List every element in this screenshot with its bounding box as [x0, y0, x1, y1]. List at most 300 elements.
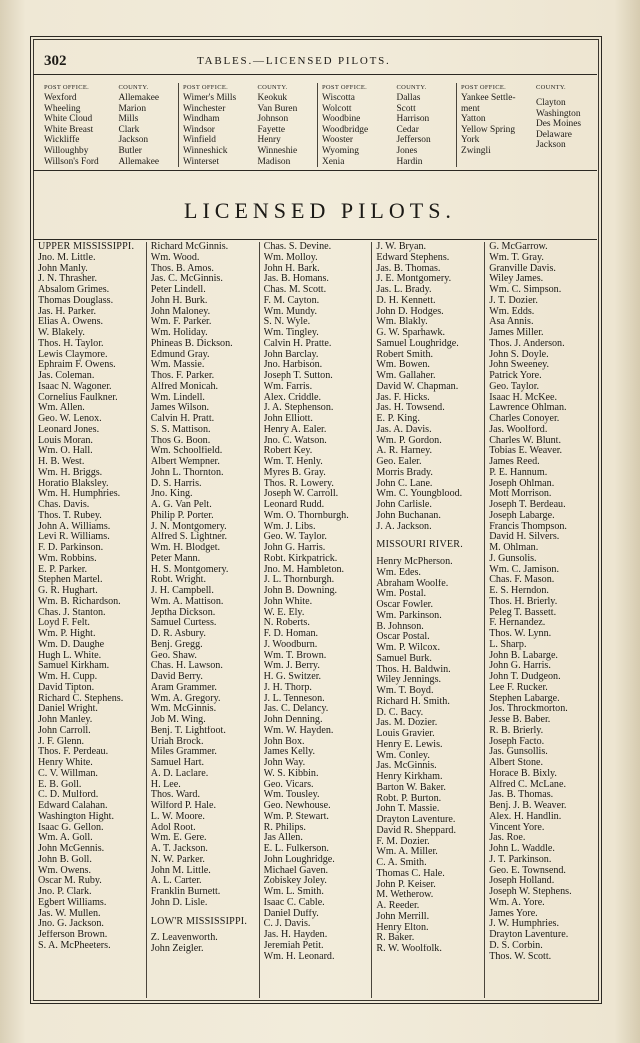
- pilot-name: Wm. Tousley.: [263, 790, 320, 801]
- post-office-name: Windsor: [183, 124, 215, 135]
- pilot-name: Jas. Gunsollis.: [489, 747, 548, 758]
- pilot-name: G. R. Hughart.: [38, 586, 98, 596]
- pilot-name: G. McGarrow.: [489, 242, 548, 252]
- post-office-name: Yellow Spring: [461, 124, 516, 135]
- pilot-name: Wm. L. Smith.: [263, 887, 324, 897]
- pilot-name: Miles Grammer.: [150, 747, 217, 758]
- pilot-name: A. R. Harney.: [376, 446, 433, 457]
- pilot-name: Hugh L. White.: [38, 650, 102, 661]
- county-name: Butler: [118, 145, 142, 156]
- post-office-name: Winfield: [183, 135, 216, 146]
- pilot-name: Thos. T. Rubey.: [38, 510, 102, 521]
- county-heading: COUNTY.: [257, 84, 288, 91]
- pilot-name: Ephraim F. Owens.: [38, 360, 116, 371]
- pilot-name: John Buchanan.: [376, 510, 441, 521]
- pilot-name: Wm. A. Yore.: [489, 897, 545, 908]
- pilot-name: Jeremiah Petit.: [263, 940, 324, 951]
- pilot-name: Thos. H. Brierly.: [489, 596, 558, 607]
- pilot-name: Jas. Woolford.: [489, 424, 548, 435]
- pilot-name: Jno. M. Little.: [38, 252, 96, 263]
- pilot-name: F. Hernandez.: [489, 618, 546, 629]
- pilot-name: Oscar Postal.: [376, 632, 430, 643]
- pilot-name: Samuel Kirkham.: [38, 661, 110, 672]
- pilot-name: John Sweeney.: [489, 360, 550, 371]
- pilot-name: J. Woodburn.: [263, 639, 318, 650]
- county-name: Madison: [257, 156, 291, 167]
- pilot-name: Cornelius Faulkner.: [38, 392, 118, 403]
- pilot-name: C. V. Willman.: [38, 768, 98, 779]
- pilot-name: Asa Annis.: [489, 317, 534, 328]
- pilot-name: Wm. Robbins.: [38, 553, 97, 564]
- pilot-name: Louis Moran.: [38, 435, 93, 446]
- pilot-name: Wm. Owens.: [38, 865, 91, 876]
- pilot-name: Jas. Coleman.: [38, 371, 95, 381]
- county-name: Cedar: [396, 124, 419, 135]
- pilot-name: Uriah Brock.: [150, 736, 204, 747]
- pilot-name: Chas. H. Lawson.: [150, 661, 223, 672]
- pilot-name: F. M. Dozier.: [376, 836, 430, 847]
- pilot-name: C. A. Smith.: [376, 858, 427, 868]
- pilot-column: [147, 242, 260, 998]
- pilot-name: Wm. McGinnis.: [150, 704, 217, 715]
- pilot-name: W. Blakely.: [38, 328, 85, 338]
- pilot-name: Wm. P. Hight.: [38, 629, 96, 639]
- pilot-column: [260, 242, 373, 998]
- pilot-name: Jas Allen.: [263, 833, 303, 844]
- post-office-group: [179, 83, 318, 167]
- pilot-name: John D. Lisle.: [150, 897, 208, 908]
- pilot-name: Horace B. Bixly.: [489, 768, 557, 779]
- county-name: Clark: [118, 124, 140, 135]
- pilot-name: Charles W. Blunt.: [489, 435, 561, 446]
- pilot-name: Wm. A. Gregory.: [150, 693, 221, 704]
- pilot-name: Vincent Yore.: [489, 822, 545, 833]
- pilot-name: Benj. J. B. Weaver.: [489, 801, 567, 811]
- pilot-name: D. S. Corbin.: [489, 940, 543, 951]
- pilot-name: Geo. W. Taylor.: [263, 532, 327, 543]
- pilot-name: Wm. P. Gordon.: [376, 435, 442, 446]
- pilot-name: S. S. Mattison.: [150, 424, 211, 435]
- pilot-name: F. D. Homan.: [263, 629, 319, 639]
- pilot-name: J. A. Jackson.: [376, 521, 432, 532]
- pilot-name: Chas. F. Mason.: [489, 575, 555, 586]
- pilot-name: James Wilson.: [150, 403, 210, 414]
- pilot-name: Isaac C. Cable.: [263, 897, 325, 908]
- pilot-name: John A. Williams.: [38, 521, 111, 532]
- pilot-name: Aram Grammer.: [150, 682, 217, 693]
- pilot-name: Chas. J. Stanton.: [38, 607, 106, 618]
- post-office-column: [179, 83, 257, 167]
- pilot-name: Wm. H. Humphries.: [38, 489, 121, 500]
- post-office-name: Winchester: [183, 103, 226, 114]
- pilot-name: Jas. McGinnis.: [376, 761, 437, 772]
- pilot-name: W. S. Kibbin.: [263, 768, 319, 779]
- post-office-name: Woodbine: [322, 114, 361, 125]
- pilot-name: Jas. L. Brady.: [376, 285, 432, 295]
- county-name: Jackson: [118, 135, 149, 146]
- pilot-name: Washington Hight.: [38, 811, 115, 822]
- post-office-column: [457, 83, 536, 167]
- county-name: Dallas: [396, 93, 421, 103]
- pilot-name: R. Baker.: [376, 933, 415, 944]
- pilot-name: Jas. B. Thomas.: [489, 790, 554, 801]
- pilot-name: John S. Doyle.: [489, 349, 549, 360]
- pilot-name: J. L. Thornburgh.: [263, 575, 335, 586]
- pilot-name: Leonard Jones.: [38, 424, 100, 435]
- county-column: [118, 83, 178, 167]
- pilot-name: Myres B. Gray.: [263, 467, 326, 478]
- pilot-name: Zobiskey Joley.: [263, 876, 327, 887]
- pilot-name: G. W. Sparhawk.: [376, 328, 446, 338]
- pilot-name: P. E. Hannum.: [489, 467, 548, 478]
- pilot-name: Joseph W. Stephens.: [489, 887, 572, 897]
- pilot-name: Joseph Ohlman.: [489, 478, 555, 489]
- pilot-name: Lee F. Rucker.: [489, 682, 548, 693]
- pilot-name: Wm. Schoolfield.: [150, 446, 223, 457]
- pilot-name: John L. Waddle.: [489, 844, 555, 854]
- pilot-name: Alex. Criddle.: [263, 392, 322, 403]
- pilot-name: Wilford P. Hale.: [150, 801, 216, 811]
- county-name: Mills: [118, 114, 139, 125]
- post-office-heading: POST OFFICE.: [183, 84, 229, 91]
- pilot-name: Jno. P. Clark.: [38, 887, 92, 897]
- county-name: Jones: [396, 145, 418, 156]
- pilot-name: Michael Gaven.: [263, 865, 329, 876]
- pilot-name: H. S. Montgomery.: [150, 564, 229, 575]
- pilot-name: Jno. C. Watson.: [263, 435, 327, 446]
- pilot-name: Henry White.: [38, 758, 93, 768]
- pilot-name: Calvin H. Pratte.: [263, 338, 332, 349]
- pilot-name: David H. Silvers.: [489, 532, 560, 543]
- pilot-name: Jas. C. McGinnis.: [150, 274, 223, 285]
- pilot-name: Wm. P. Wilcox.: [376, 643, 441, 653]
- pilot-name: D. C. Bacy.: [376, 707, 424, 718]
- pilot-name: John H. Bark.: [263, 263, 320, 274]
- pilot-name: J. W. Humphries.: [489, 919, 560, 930]
- pilot-name: C. D. Mulford.: [38, 790, 99, 801]
- pilot-name: Wm. Wood.: [150, 252, 200, 263]
- pilot-name: John McGennis.: [38, 844, 105, 854]
- post-office-name: ment: [461, 103, 480, 114]
- pilot-name: F. M. Cayton.: [263, 295, 320, 306]
- post-office-name: Zwingli: [461, 145, 491, 156]
- pilot-name: J. A. Stephenson.: [263, 403, 334, 414]
- post-office-name: Woodbridge: [322, 124, 369, 135]
- pilot-name: Wm. C. Jamison.: [489, 564, 560, 575]
- pilot-name: J. Gunsolis.: [489, 553, 537, 564]
- pilot-name: Wm. Conley.: [376, 750, 430, 761]
- pilot-name: Thos. H. Baldwin.: [376, 664, 451, 675]
- county-heading: COUNTY.: [396, 84, 427, 91]
- pilot-name: Wm. Molloy.: [263, 252, 318, 263]
- pilot-name: Jas. H. Towsend.: [376, 403, 445, 414]
- pilot-name: Chas. S. Devine.: [263, 242, 332, 252]
- pilot-name: John B. Downing.: [263, 586, 338, 596]
- county-name: Marion: [118, 103, 147, 114]
- pilot-name: Joseph Holland.: [489, 876, 555, 887]
- pilot-name: James Reed.: [489, 457, 540, 467]
- pilot-name: Elias A. Owens.: [38, 317, 104, 328]
- pilot-name: Wm. Mundy.: [263, 306, 318, 317]
- river-heading: LOW'R MISSISSIPPI.: [150, 915, 248, 927]
- pilot-name: Thos G. Boon.: [150, 435, 211, 446]
- pilot-name: Wm. Holiday.: [150, 328, 208, 338]
- post-office-name: Wooster: [322, 135, 354, 146]
- pilot-name: Wm. H. Briggs.: [38, 467, 103, 478]
- pilot-name: Z. Leavenworth.: [150, 933, 218, 944]
- pilot-name: John G. Harris.: [489, 661, 551, 672]
- pilot-name: Jas. C. Delancy.: [263, 704, 329, 715]
- pilot-name: R. B. Brierly.: [489, 725, 544, 736]
- pilot-name: Wm. F. Parker.: [150, 317, 212, 328]
- pilot-name: S. N. Wyle.: [263, 317, 311, 328]
- pilot-name: Charles Conoyer.: [489, 414, 560, 424]
- pilot-name: Jas. B. Thomas.: [376, 263, 441, 274]
- pilot-name: W. E. Ely.: [263, 607, 305, 618]
- post-office-name: White Cloud: [44, 114, 93, 125]
- pilot-name: Joseph T. Sutton.: [263, 371, 333, 381]
- post-office-name: Winterset: [183, 156, 220, 167]
- pilot-name: Thos. W. Scott.: [489, 951, 552, 962]
- county-name: Allemakee: [118, 93, 160, 103]
- river-heading: MISSOURI RIVER.: [376, 539, 463, 551]
- pilot-name: E. P. Parker.: [38, 564, 88, 575]
- county-name: Scott: [396, 103, 416, 114]
- post-office-name: Xenia: [322, 156, 345, 167]
- pilot-name: John Manly.: [38, 263, 88, 274]
- pilot-name: Wm. Edes.: [376, 567, 421, 578]
- pilot-name: Louis Gravier.: [376, 729, 435, 739]
- post-office-name: Wheeling: [44, 103, 81, 114]
- pilot-name: J. H. Campbell.: [150, 586, 214, 596]
- pilot-name: John H. Burk.: [150, 295, 208, 306]
- pilot-name: Wm. Bowen.: [376, 360, 430, 371]
- pilot-name: Wm. Postal.: [376, 589, 427, 600]
- pilot-name: Edmund Gray.: [150, 349, 210, 360]
- pilot-name: Daniel Wright.: [38, 704, 98, 715]
- pilot-name: Lawrence Ohlman.: [489, 403, 567, 414]
- pilot-name: Wm. Edds.: [489, 306, 535, 317]
- pilot-name: A. L. Carter.: [150, 876, 202, 887]
- pilot-name: Benj. T. Lightfoot.: [150, 725, 226, 736]
- pilot-name: Jno. Harbison.: [263, 360, 323, 371]
- pilot-name: J. N. Montgomery.: [150, 521, 227, 532]
- pilot-name: Wm. H. Blodget.: [150, 543, 221, 553]
- pilot-name: Wiley Jennings.: [376, 675, 442, 686]
- pilot-name: Robert Smith.: [376, 349, 434, 360]
- pilot-name: John Way.: [263, 758, 306, 768]
- pilot-name: Leonard Rudd.: [263, 500, 325, 510]
- pilot-name: Jas. H. Hayden.: [263, 930, 328, 940]
- pilot-name: Thomas C. Hale.: [376, 868, 445, 879]
- pilot-name: Wm. Tingley.: [263, 328, 319, 338]
- pilot-name: Drayton Laventure.: [376, 815, 456, 825]
- pilot-name: Jas. A. Davis.: [376, 424, 432, 435]
- pilot-name: J. T. Dozier.: [489, 295, 538, 306]
- post-office-table: [40, 83, 598, 167]
- pilot-name: Wm. D. Daughe: [38, 639, 105, 650]
- section-title: LICENSED PILOTS.: [184, 198, 456, 223]
- pilot-name: Wm. T. Boyd.: [376, 686, 434, 696]
- pilot-name: Jas. F. Hicks.: [376, 392, 430, 403]
- pilot-name: Job M. Wing.: [150, 715, 206, 725]
- pilot-name: F. D. Parkinson.: [38, 543, 104, 553]
- pilot-name: John P. Keiser.: [376, 879, 436, 890]
- post-office-name: Wolcott: [322, 103, 352, 114]
- pilot-name: John Carroll.: [38, 725, 91, 736]
- pilot-name: Jas. M. Dozier.: [376, 718, 438, 729]
- pilot-column: [372, 242, 485, 998]
- pilot-name: Philip P. Porter.: [150, 510, 214, 521]
- pilot-name: Geo. Ealer.: [376, 457, 422, 467]
- post-office-name: White Breast: [44, 124, 94, 135]
- pilot-name: David Berry.: [150, 672, 203, 682]
- pilot-name: N. Roberts.: [263, 618, 310, 629]
- pilot-name: John Manley.: [38, 715, 93, 725]
- pilot-name: Wm. W. Hayden.: [263, 725, 334, 736]
- pilot-name: Jesse B. Baber.: [489, 715, 551, 725]
- pilot-name: J. T. Parkinson.: [489, 854, 552, 865]
- pilot-name: James Yore.: [489, 908, 538, 919]
- pilot-name: John Carlisle.: [376, 500, 432, 510]
- pilot-name: Stephen Martel.: [38, 575, 103, 586]
- pilot-name: Henry A. Ealer.: [263, 424, 327, 435]
- county-column: [257, 83, 317, 167]
- pilot-name: Thos. H. Taylor.: [38, 338, 104, 349]
- pilot-name: Jas. H. Parker.: [38, 306, 97, 317]
- pilot-name: Barton W. Baker.: [376, 782, 446, 793]
- pilot-name: Joseph Facto.: [489, 736, 545, 747]
- pilot-name: Chas. Davis.: [38, 500, 90, 510]
- post-office-name: Wiscotta: [322, 93, 355, 103]
- pilot-name: Levi R. Williams.: [38, 532, 110, 543]
- pilot-name: Wm. Blakly.: [376, 317, 428, 328]
- pilot-name: Geo. Taylor.: [489, 381, 540, 392]
- pilot-name: Geo. E. Townsend.: [489, 865, 566, 876]
- post-office-name: Yankee Settle-: [461, 93, 516, 103]
- pilot-name: Jno. M. Hambleton.: [263, 564, 345, 575]
- table-rule: [33, 170, 597, 171]
- pilot-name: D. H. Kennett.: [376, 295, 436, 306]
- pilot-name: Alex. H. Handlin.: [489, 811, 562, 822]
- pilot-name: J. N. Thrasher.: [38, 274, 97, 285]
- running-header: [30, 50, 604, 72]
- pilot-name: Wm. Massie.: [150, 360, 205, 371]
- post-office-name: York: [461, 135, 480, 146]
- pilot-name: Thos. R. Lowery.: [263, 478, 334, 489]
- pilot-name: Wm. J. Libs.: [263, 521, 316, 532]
- pilot-name: Peter Mann.: [150, 553, 201, 564]
- pilot-name: Edward Calahan.: [38, 801, 108, 811]
- pilot-name: Wm. H. Cupp.: [38, 672, 98, 682]
- post-office-name: Yatton: [461, 114, 486, 125]
- pilot-column: [485, 242, 598, 998]
- pilot-name: Samuel Burk.: [376, 653, 432, 664]
- pilot-name: Tobias E. Weaver.: [489, 446, 563, 457]
- county-column: [396, 83, 456, 167]
- pilot-column: [34, 242, 147, 998]
- pilot-name: Wm. H. Leonard.: [263, 951, 335, 962]
- pilot-name: Joseph T. Berdeau.: [489, 500, 566, 510]
- pilot-name: Calvin H. Pratt.: [150, 414, 215, 424]
- pilot-name: Wm. T. Gray.: [489, 252, 544, 263]
- pilot-name: Benj. Gregg.: [150, 639, 203, 650]
- county-name: Jackson: [536, 140, 566, 151]
- pilot-name: Phineas B. Dickson.: [150, 338, 233, 349]
- pilot-name: Daniel Duffy.: [263, 908, 319, 919]
- pilot-name: Thos. F. Parker.: [150, 371, 215, 381]
- pilot-name: David R. Sheppard.: [376, 825, 457, 836]
- pilot-name: Edward Stephens.: [376, 252, 450, 263]
- pilot-name: John Barclay.: [263, 349, 319, 360]
- pilot-name: Wm. Farris.: [263, 381, 313, 392]
- pilot-name: Samuel Curtess.: [150, 618, 217, 629]
- county-heading: COUNTY.: [118, 84, 149, 91]
- pilot-name: J. L. Tenneson.: [263, 693, 325, 704]
- pilot-name: Jefferson Brown.: [38, 930, 108, 940]
- pilot-name: Mott Morrison.: [489, 489, 552, 500]
- county-name: Henry: [257, 135, 281, 146]
- pilot-name: John Merrill.: [376, 911, 430, 922]
- pilot-name: Albert Wempner.: [150, 457, 220, 467]
- pilot-name: John G. Harris.: [263, 543, 326, 553]
- pilot-name: Alfred Monicah.: [150, 381, 219, 392]
- post-office-name: Winneshick: [183, 145, 228, 156]
- pilot-name: John B. Goll.: [38, 854, 92, 865]
- pilot-name: Stephen Labarge.: [489, 693, 560, 704]
- pilot-name: John Maloney.: [150, 306, 211, 317]
- pilot-name: John Elliott.: [263, 414, 313, 424]
- pilot-name: Jno. King.: [150, 489, 193, 500]
- post-office-name: Windham: [183, 114, 220, 125]
- pilot-name: Joseph W. Carroll.: [263, 489, 339, 500]
- pilot-name: L. Sharp.: [489, 639, 527, 650]
- header-rule: [33, 74, 597, 75]
- post-office-name: Wyoming: [322, 145, 359, 156]
- post-office-column: [40, 83, 118, 167]
- post-office-heading: POST OFFICE.: [461, 84, 507, 91]
- pilot-name: Isaac G. Gellon.: [38, 822, 104, 833]
- pilot-name: Robert Key.: [263, 446, 313, 457]
- title-rule: [33, 239, 597, 240]
- pilot-name: John T. Massie.: [376, 804, 440, 815]
- pilot-name: Wm. Allen.: [38, 403, 85, 414]
- pilot-name: Alfred C. McLane.: [489, 779, 566, 790]
- county-name: Des Moines: [536, 119, 582, 130]
- county-name: Keokuk: [257, 93, 288, 103]
- pilot-name: E. B. Goll.: [38, 779, 82, 790]
- pilot-name: Lewis Claymore.: [38, 349, 108, 360]
- pilot-name: Robt. P. Burton.: [376, 793, 442, 804]
- pilot-name: Samuel Loughridge.: [376, 338, 459, 349]
- post-office-name: Willoughby: [44, 145, 89, 156]
- pilot-name: M. Wetherow.: [376, 890, 434, 901]
- pilot-name: Robt. Kirkpatrick.: [263, 553, 338, 564]
- pilot-name: Abraham Woolfe.: [376, 578, 449, 589]
- pilot-name: Wm. B. Richardson.: [38, 596, 121, 607]
- pilot-name: John M. Little.: [150, 865, 211, 876]
- pilot-name: Wm. O. Hall.: [38, 446, 93, 457]
- pilot-name: Henry Elton.: [376, 922, 429, 933]
- pilot-name: H. B. West.: [38, 457, 85, 467]
- pilot-name: D. S. Harris.: [150, 478, 202, 489]
- pilot-name: E. S. Herndon.: [489, 586, 549, 596]
- pilot-name: R. Philips.: [263, 822, 306, 833]
- pilot-name: E. L. Fulkerson.: [263, 844, 329, 854]
- pilot-name: H. G. Switzer.: [263, 672, 322, 682]
- pilot-name: Granville Davis.: [489, 263, 556, 274]
- pilot-name: Thos. J. Anderson.: [489, 338, 565, 349]
